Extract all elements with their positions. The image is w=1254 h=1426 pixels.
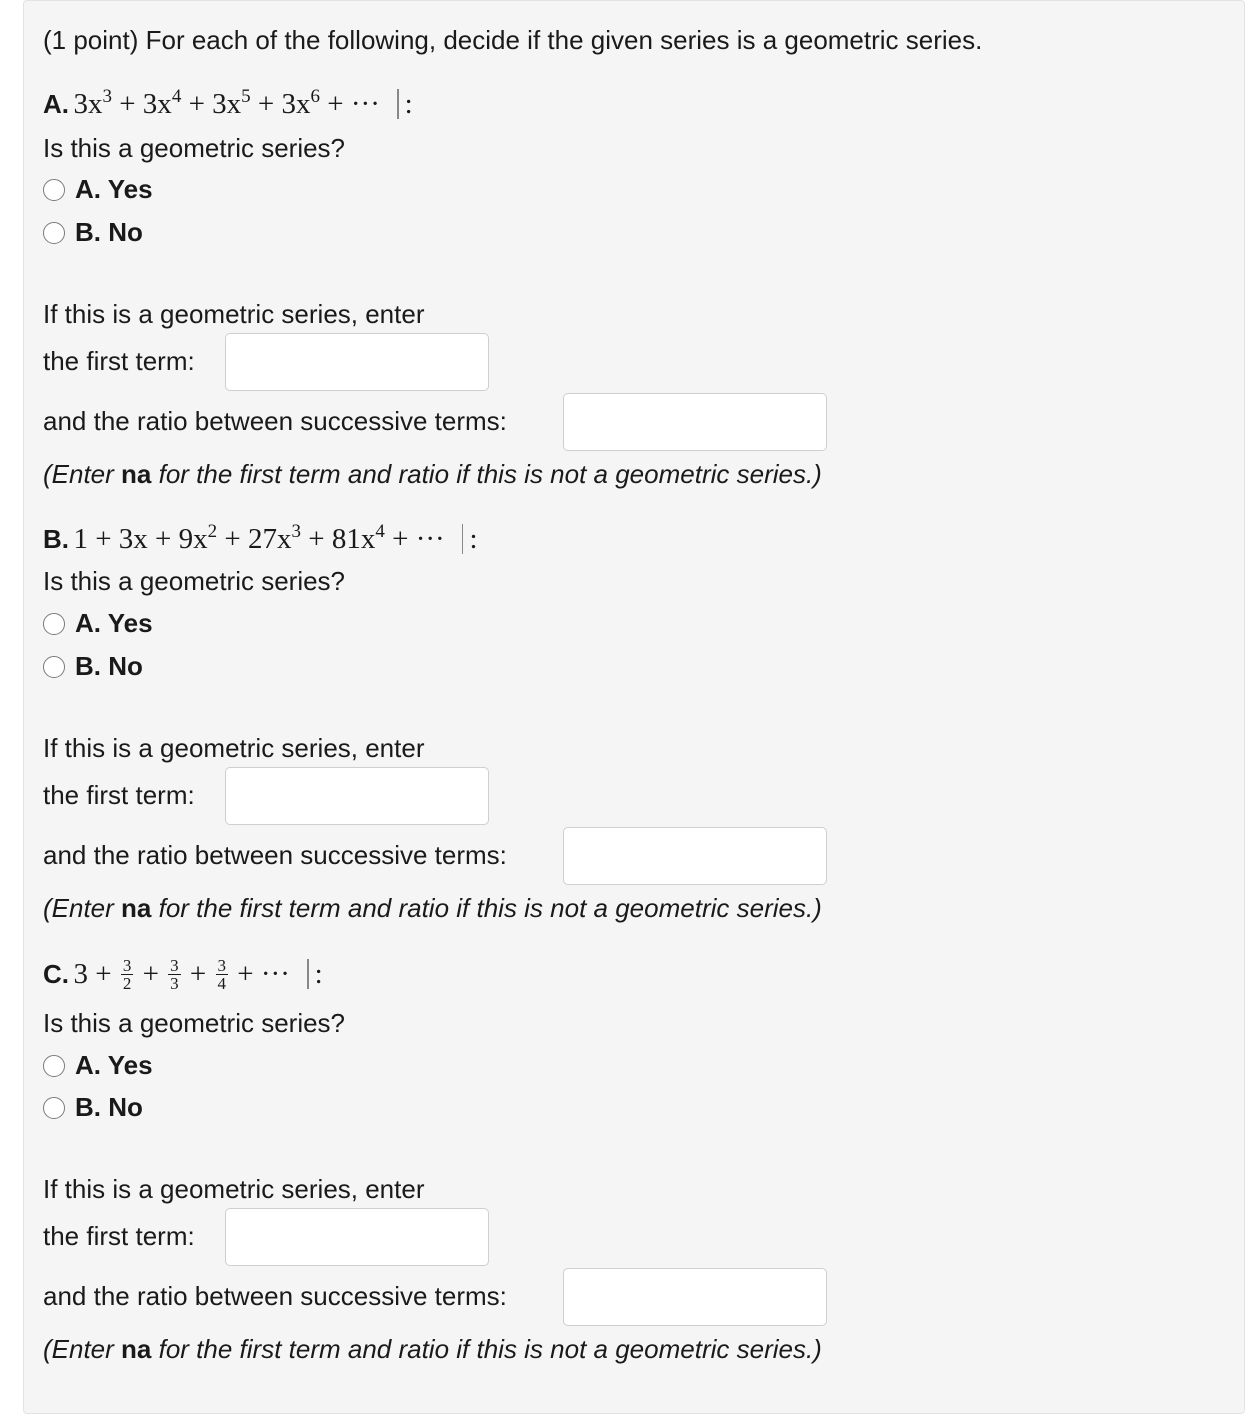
- part-b-radio-yes[interactable]: [43, 613, 65, 635]
- part-b-expression: $1 + 3x + 9x^2 + 27x^3 + 81x^4$ + ···: [73, 521, 445, 555]
- part-b-note: (Enter na for the first term and ratio if this is not a geometric series.): [43, 893, 822, 923]
- part-c-question: Is this a geometric series?: [43, 1008, 346, 1038]
- fraction-3-2: $\frac{3}{2}$: [122, 955, 132, 993]
- part-a-no-label[interactable]: B. No: [75, 217, 143, 247]
- part-b-ratio-label: and the ratio between successive terms:: [43, 840, 507, 870]
- part-b-first-term-input[interactable]: [225, 767, 489, 825]
- part-c-ratio-input[interactable]: [563, 1268, 827, 1326]
- part-b-first-term-label: the first term:: [43, 780, 195, 810]
- text-cursor: [397, 89, 399, 119]
- part-a-enter-line: If this is a geometric series, enter: [43, 299, 425, 329]
- text-cursor: [307, 959, 309, 989]
- problem-intro: (1 point) For each of the following, decide if the given series is a geometric series.: [43, 25, 983, 55]
- part-c-first-term-label: the first term:: [43, 1221, 195, 1251]
- part-c-yes-label[interactable]: A. Yes: [75, 1050, 153, 1080]
- part-a-radio-yes[interactable]: [43, 179, 65, 201]
- fraction-3-3: $\frac{3}{3}$: [170, 955, 179, 993]
- text-cursor: [462, 524, 464, 554]
- fraction-3-4: $\frac{3}{4}$: [217, 955, 227, 993]
- part-b-radio-no[interactable]: [43, 656, 65, 678]
- part-c-radio-no[interactable]: [43, 1097, 65, 1119]
- part-b-series: B. $1 + 3x + 9x^2 + 27x^3 + 81x^4$ + ··· :: [43, 521, 478, 555]
- part-a-expression: $3x^3 + 3x^4 + 3x^5 + 3x^6$ + ···: [73, 86, 380, 120]
- part-b-label: B.: [43, 524, 69, 554]
- part-a-first-term-label: the first term:: [43, 346, 195, 376]
- part-c-series: C. 3 + $\frac{3}{2}$ + $\frac{3}{3}$ + $\frac{3}{4}$ + ··· :: [43, 955, 323, 993]
- part-c-first-term-input[interactable]: [225, 1208, 489, 1266]
- part-b-enter-line: If this is a geometric series, enter: [43, 733, 425, 763]
- part-b-ratio-input[interactable]: [563, 827, 827, 885]
- part-c-ratio-label: and the ratio between successive terms:: [43, 1281, 507, 1311]
- part-a-question: Is this a geometric series?: [43, 133, 346, 163]
- part-b-question: Is this a geometric series?: [43, 566, 346, 596]
- part-a-ratio-label: and the ratio between successive terms:: [43, 406, 507, 436]
- part-a-yes-label[interactable]: A. Yes: [75, 174, 153, 204]
- part-c-expression: 3 + $\frac{3}{2}$ + $\frac{3}{3}$ + $\frac{3}{4}$ + ···: [73, 955, 290, 993]
- part-a-radio-no[interactable]: [43, 222, 65, 244]
- part-a-label: A.: [43, 89, 69, 119]
- part-c-radio-yes[interactable]: [43, 1055, 65, 1077]
- part-c-no-label[interactable]: B. No: [75, 1092, 143, 1122]
- part-a-ratio-input[interactable]: [563, 393, 827, 451]
- part-c-enter-line: If this is a geometric series, enter: [43, 1174, 425, 1204]
- part-a-note: (Enter na for the first term and ratio if this is not a geometric series.): [43, 459, 822, 489]
- part-c-label: C.: [43, 959, 69, 989]
- part-a-first-term-input[interactable]: [225, 333, 489, 391]
- part-b-yes-label[interactable]: A. Yes: [75, 608, 153, 638]
- part-c-note: (Enter na for the first term and ratio if this is not a geometric series.): [43, 1334, 822, 1364]
- part-a-series: A. $3x^3 + 3x^4 + 3x^5 + 3x^6$ + ··· :: [43, 86, 413, 120]
- part-b-no-label[interactable]: B. No: [75, 651, 143, 681]
